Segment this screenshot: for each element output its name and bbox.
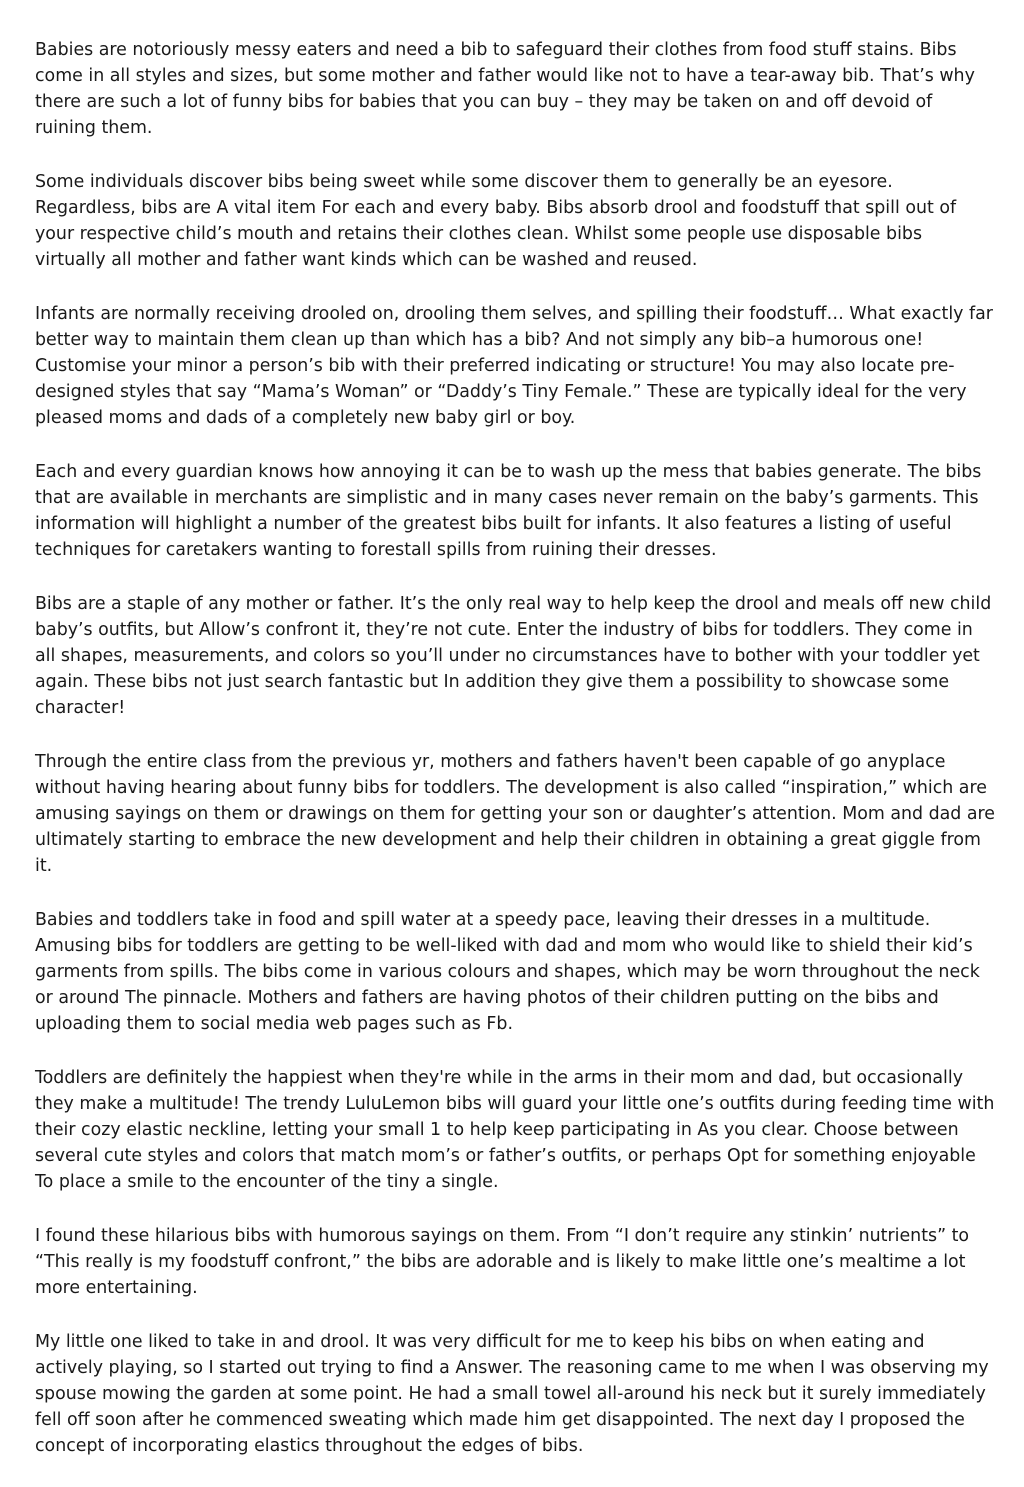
paragraph-3: Infants are normally receiving drooled on, drooling them selves, and spilling their foodstuff… What exactly far better way to maintain them clean up than which has a bib? And not simply any bib–a humorous one! Customise your minor a person’s bib with their preferred indicating or structure! You may also locate pre-designed styles that say “Mama’s Woman” or “Daddy’s Tiny Female.” These are typically ideal for the very pleased moms and dads of a completely new baby girl or boy. (35, 304, 993, 428)
paragraph-9: I found these hilarious bibs with humorous sayings on them. From “I don’t require any stinkin’ nutrients” to “This really is my foodstuff confront,” the bibs are adorable and is likely to make little one’s mealtime a lot more entertaining. (35, 1226, 970, 1298)
paragraph-7: Babies and toddlers take in food and spill water at a speedy pace, leaving their dresses in a multitude. Amusing bibs for toddlers are getting to be well-liked with dad and mom who would like to shield their kid’s garments from spills. The bibs come in various colours and shapes, which may be worn throughout the neck or around The pinnacle. Mothers and fathers are having photos of their children putting on the bibs and uploading them to social media web pages such as Fb. (35, 910, 980, 1034)
paragraph-10: My little one liked to take in and drool. It was very difficult for me to keep his bibs on when eating and actively playing, so I started out trying to find a Answer. The reasoning came to me when I was observing my spouse mowing the garden at some point. He had a small towel all-around his neck but it surely immediately fell off soon after he commenced sweating which made him get disappointed. The next day I proposed the concept of incorporating elastics throughout the edges of bibs. (35, 1332, 989, 1456)
document-page (35, 37, 995, 1487)
paragraph-8: Toddlers are definitely the happiest when they're while in the arms in their mom and dad, but occasionally they make a multitude! The trendy LuluLemon bibs will guard your little one’s outfits during feeding time with their cozy elastic neckline, letting your small 1 to help keep participating in As you clear. Choose between several cute styles and colors that match mom’s or father’s outfits, or perhaps Opt for something enjoyable To place a smile to the encounter of the tiny a single. (35, 1068, 995, 1192)
paragraph-4: Each and every guardian knows how annoying it can be to wash up the mess that babies generate. The bibs that are available in merchants are simplistic and in many cases never remain on the baby’s garments. This information will highlight a number of the greatest bibs built for infants. It also features a listing of useful techniques for caretakers wanting to forestall spills from ruining their dresses. (35, 462, 982, 560)
paragraph-1: Babies are notoriously messy eaters and need a bib to safeguard their clothes from food stuff stains. Bibs come in all styles and sizes, but some mother and father would like not to have a tear-away bib. That’s why there are such a lot of funny bibs for babies that you can buy – they may be taken on and off devoid of ruining them. (35, 40, 975, 138)
paragraph-2: Some individuals discover bibs being sweet while some discover them to generally be an eyesore. Regardless, bibs are A vital item For each and every baby. Bibs absorb drool and foodstuff that spill out of your respective child’s mouth and retains their clothes clean. Whilst some people use disposable bibs virtually all mother and father want kinds which can be washed and reused. (35, 172, 957, 270)
paragraph-6: Through the entire class from the previous yr, mothers and fathers haven't been capable of go anyplace without having hearing about funny bibs for toddlers. The development is also called “inspiration,” which are amusing sayings on them or drawings on them for getting your son or daughter’s attention. Mom and dad are ultimately starting to embrace the new development and help their children in obtaining a great giggle from it. (35, 752, 995, 876)
paragraph-5: Bibs are a staple of any mother or father. It’s the only real way to help keep the drool and meals off new child baby’s outfits, but Allow’s confront it, they’re not cute. Enter the industry of bibs for toddlers. They come in all shapes, measurements, and colors so you’ll under no circumstances have to bother with your toddler yet again. These bibs not just search fantastic but In addition they give them a possibility to showcase some character! (35, 594, 992, 718)
